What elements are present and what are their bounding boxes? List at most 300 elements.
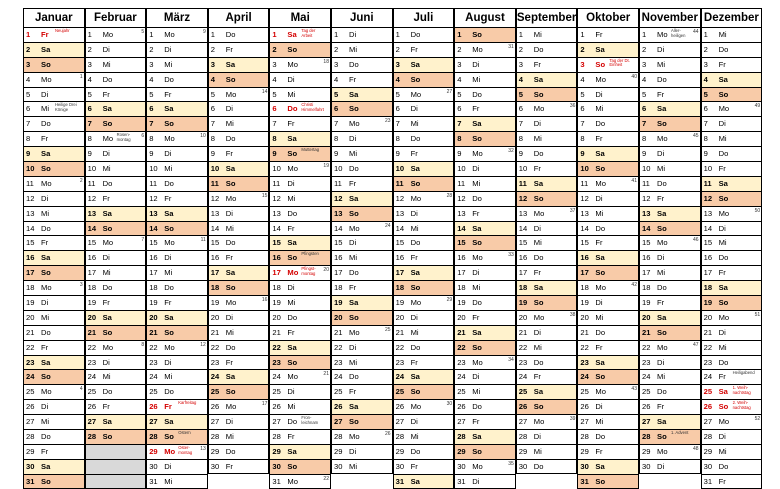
day-number: 3 — [210, 59, 216, 69]
day-number: 18 — [703, 283, 713, 293]
weekday-label: Di — [472, 164, 480, 174]
weekday-label: Do — [657, 178, 667, 188]
day-number: 5 — [580, 89, 585, 99]
weekday-label: Sa — [718, 178, 728, 188]
week-number: 49 — [754, 103, 761, 110]
weekday-label: Mo — [533, 104, 545, 114]
day-cell — [516, 27, 578, 42]
weekday-label: Sa — [287, 446, 297, 456]
weekday-label: Do — [718, 357, 729, 367]
day-cell — [269, 474, 331, 489]
day-number: 29 — [149, 446, 158, 456]
week-number: 20 — [323, 267, 329, 274]
weekday-label: Di — [533, 327, 541, 337]
weekday-label: Mo — [472, 44, 483, 54]
day-cell — [701, 399, 763, 414]
holiday-note: Pfingsten — [301, 251, 319, 257]
day-cell — [701, 414, 763, 429]
weekday-label: Sa — [287, 238, 297, 248]
day-cell — [331, 206, 393, 221]
day-cell — [701, 384, 763, 399]
day-cell — [393, 191, 455, 206]
weekday-label: Fr — [657, 298, 665, 308]
day-number: 23 — [87, 357, 97, 367]
day-number: 15 — [642, 238, 651, 248]
week-number: 14 — [261, 88, 268, 95]
weekday-label: So — [595, 59, 606, 69]
day-cell — [85, 42, 147, 57]
day-number: 26 — [703, 402, 713, 412]
day-number: 22 — [272, 342, 281, 352]
weekday-label: Do — [657, 283, 667, 293]
day-number: 24 — [395, 372, 405, 382]
day-number: 5 — [87, 89, 92, 99]
weekday-label: So — [657, 119, 667, 129]
day-cell — [393, 429, 455, 444]
day-number: 14 — [334, 223, 343, 233]
day-cell — [146, 295, 208, 310]
day-number: 17 — [518, 268, 528, 278]
day-cell — [454, 459, 516, 474]
day-cell — [701, 116, 763, 131]
holiday-note: Heiligabend — [732, 370, 755, 376]
day-number: 7 — [703, 119, 708, 129]
weekday-label: Fr — [718, 476, 726, 486]
weekday-label: Do — [533, 44, 544, 54]
day-number: 8 — [210, 134, 216, 144]
weekday-label: Sa — [595, 253, 605, 263]
weekday-label: So — [595, 268, 606, 278]
weekday-label: So — [472, 238, 482, 248]
weekday-label: So — [410, 178, 421, 188]
day-number: 15 — [457, 238, 466, 248]
weekday-label: Di — [657, 461, 665, 471]
weekday-label: Mi — [410, 119, 419, 129]
day-number: 12 — [26, 193, 35, 203]
week-number: 32 — [508, 148, 514, 155]
day-number: 22 — [703, 342, 713, 352]
day-number: 31 — [149, 476, 158, 486]
day-number: 21 — [580, 327, 589, 337]
weekday-label: So — [287, 461, 298, 471]
weekday-label: Fr — [718, 164, 726, 174]
day-cell — [23, 221, 85, 236]
day-number: 15 — [210, 238, 220, 248]
day-cell — [454, 191, 516, 206]
day-number: 29 — [580, 446, 589, 456]
day-number: 15 — [518, 238, 528, 248]
day-cell — [208, 250, 270, 265]
weekday-label: Sa — [41, 149, 51, 159]
day-number: 19 — [149, 298, 158, 308]
day-cell — [577, 265, 639, 280]
weekday-label: Mi — [41, 312, 50, 322]
weekday-label: Fr — [410, 253, 418, 263]
day-number: 6 — [210, 104, 216, 114]
weekday-label: Do — [472, 193, 482, 203]
weekday-label: Mo — [225, 298, 237, 308]
week-number: 50 — [754, 207, 761, 214]
day-number: 21 — [149, 327, 158, 337]
weekday-label: Do — [595, 327, 606, 337]
day-cell — [639, 206, 701, 221]
weekday-label: So — [657, 432, 667, 442]
weekday-label: So — [225, 178, 236, 188]
day-number: 22 — [210, 342, 220, 352]
weekday-label: Sa — [102, 208, 112, 218]
weekday-label: Do — [657, 74, 667, 84]
week-number: 44 — [693, 29, 699, 35]
day-number: 2 — [87, 44, 92, 54]
day-cell — [516, 459, 578, 474]
day-number: 4 — [210, 74, 216, 84]
day-cell — [208, 414, 270, 429]
day-cell — [146, 265, 208, 280]
day-number: 20 — [395, 312, 405, 322]
month-header: Februar — [85, 8, 147, 27]
day-cell — [23, 474, 85, 489]
week-number: 39 — [569, 416, 576, 423]
day-number: 5 — [334, 89, 339, 99]
day-cell — [269, 429, 331, 444]
week-number: 35 — [508, 460, 514, 467]
weekday-label: Fr — [41, 30, 49, 39]
day-cell — [516, 72, 578, 87]
day-cell — [577, 429, 639, 444]
day-number: 2 — [518, 44, 524, 54]
weekday-label: Mo — [410, 193, 422, 203]
day-number: 6 — [272, 104, 277, 114]
day-number: 23 — [580, 357, 589, 367]
weekday-label: Mo — [349, 432, 360, 442]
day-cell — [639, 235, 701, 250]
weekday-label: Di — [410, 312, 418, 322]
day-cell — [516, 250, 578, 265]
day-number: 13 — [518, 208, 528, 218]
day-cell — [269, 250, 331, 265]
weekday-label: Di — [472, 268, 480, 278]
day-number: 5 — [457, 89, 462, 99]
day-number: 12 — [703, 193, 713, 203]
day-number: 28 — [457, 432, 466, 442]
day-cell — [701, 42, 763, 57]
empty-day-cell — [85, 444, 147, 459]
holiday-note: Aller-heiligen — [671, 28, 686, 38]
holiday-note: 1. Advent — [671, 430, 689, 436]
weekday-label: So — [287, 44, 298, 54]
day-number: 20 — [518, 312, 528, 322]
day-number: 19 — [87, 298, 97, 308]
day-cell — [701, 250, 763, 265]
weekday-label: Mi — [410, 223, 419, 233]
weekday-label: Fr — [225, 253, 233, 263]
day-number: 28 — [149, 432, 158, 442]
day-number: 9 — [334, 149, 339, 159]
day-cell — [454, 116, 516, 131]
day-cell — [454, 429, 516, 444]
weekday-label: Sa — [349, 402, 359, 412]
weekday-label: So — [595, 372, 606, 382]
weekday-label: Di — [595, 89, 603, 99]
day-number: 27 — [149, 417, 158, 427]
weekday-label: Di — [287, 178, 295, 188]
day-cell — [577, 250, 639, 265]
day-cell — [577, 340, 639, 355]
weekday-label: Mi — [102, 268, 111, 278]
weekday-label: Mo — [287, 164, 298, 174]
weekday-label: Di — [410, 208, 418, 218]
day-cell — [331, 42, 393, 57]
day-number: 8 — [87, 134, 92, 144]
day-cell — [23, 146, 85, 161]
day-number: 28 — [642, 432, 651, 442]
weekday-label: Mo — [657, 134, 668, 144]
month-header: August — [454, 8, 516, 27]
day-cell — [516, 429, 578, 444]
day-cell — [701, 295, 763, 310]
weekday-label: Di — [472, 476, 480, 486]
day-cell — [454, 414, 516, 429]
day-cell — [208, 384, 270, 399]
day-cell — [331, 310, 393, 325]
weekday-label: Do — [410, 134, 421, 144]
day-number: 22 — [580, 342, 589, 352]
weekday-label: Sa — [102, 417, 112, 427]
day-number: 25 — [395, 387, 405, 397]
month-column — [701, 8, 763, 489]
day-cell — [454, 384, 516, 399]
day-cell — [146, 235, 208, 250]
day-number: 8 — [395, 134, 400, 144]
day-cell — [454, 355, 516, 370]
day-cell — [146, 399, 208, 414]
day-number: 9 — [642, 149, 647, 159]
day-cell — [23, 87, 85, 102]
day-cell — [146, 369, 208, 384]
day-cell — [146, 310, 208, 325]
day-number: 26 — [518, 402, 528, 412]
day-cell — [269, 206, 331, 221]
weekday-label: Do — [41, 223, 51, 233]
day-cell — [639, 369, 701, 384]
day-cell — [269, 57, 331, 72]
day-number: 5 — [642, 89, 647, 99]
day-number: 27 — [518, 417, 528, 427]
day-cell — [454, 310, 516, 325]
weekday-label: Mi — [472, 387, 481, 397]
weekday-label: So — [472, 134, 482, 144]
weekday-label: Do — [349, 59, 359, 69]
day-cell — [208, 310, 270, 325]
weekday-label: Do — [41, 119, 51, 129]
day-cell — [269, 444, 331, 459]
day-cell — [331, 235, 393, 250]
weekday-label: Fr — [472, 104, 480, 114]
day-cell — [639, 384, 701, 399]
day-number: 19 — [210, 298, 220, 308]
day-number: 3 — [334, 59, 339, 69]
day-number: 26 — [457, 402, 466, 412]
day-cell — [85, 414, 147, 429]
weekday-label: Sa — [657, 417, 667, 427]
day-number: 21 — [642, 327, 651, 337]
day-cell — [208, 131, 270, 146]
day-cell — [23, 131, 85, 146]
day-number: 18 — [518, 283, 528, 293]
day-cell — [639, 57, 701, 72]
day-cell — [393, 384, 455, 399]
day-cell — [454, 42, 516, 57]
week-number: 24 — [385, 222, 391, 229]
day-cell — [23, 310, 85, 325]
day-number: 11 — [642, 178, 650, 188]
weekday-label: Mo — [595, 74, 606, 84]
day-number: 4 — [457, 74, 462, 84]
weekday-label: So — [225, 283, 236, 293]
weekday-label: Fr — [533, 59, 541, 69]
weekday-label: Sa — [287, 134, 297, 144]
day-number: 17 — [642, 268, 651, 278]
day-cell — [85, 161, 147, 176]
week-number: 26 — [385, 431, 391, 438]
weekday-label: So — [102, 119, 113, 129]
weekday-label: Di — [349, 30, 357, 39]
day-cell — [577, 72, 639, 87]
day-number: 7 — [457, 119, 462, 129]
weekday-label: So — [349, 312, 359, 322]
day-cell — [516, 384, 578, 399]
day-cell — [146, 72, 208, 87]
weekday-label: Fr — [657, 89, 665, 99]
day-number: 21 — [395, 327, 405, 337]
day-number: 11 — [26, 178, 34, 188]
day-number: 8 — [703, 134, 708, 144]
day-number: 16 — [26, 253, 35, 263]
day-cell — [331, 161, 393, 176]
day-number: 17 — [210, 268, 220, 278]
day-number: 1 — [334, 30, 339, 39]
day-cell — [23, 384, 85, 399]
holiday-note: Muttertag — [301, 147, 320, 153]
day-cell — [331, 191, 393, 206]
weekday-label: So — [657, 327, 667, 337]
day-number: 18 — [642, 283, 651, 293]
weekday-label: Sa — [472, 223, 482, 233]
weekday-label: So — [225, 387, 236, 397]
weekday-label: Sa — [225, 59, 236, 69]
weekday-label: Sa — [41, 253, 51, 263]
day-cell — [639, 265, 701, 280]
weekday-label: Sa — [718, 74, 728, 84]
day-number: 12 — [87, 193, 97, 203]
weekday-label: Do — [349, 164, 359, 174]
day-number: 28 — [334, 432, 343, 442]
day-cell — [146, 146, 208, 161]
day-cell — [701, 101, 763, 116]
weekday-label: Fr — [349, 74, 357, 84]
day-number: 14 — [87, 223, 97, 233]
weekday-label: So — [102, 327, 113, 337]
weekday-label: Di — [225, 312, 233, 322]
weekday-label: Fr — [718, 59, 726, 69]
weekday-label: Do — [472, 89, 482, 99]
day-cell — [393, 42, 455, 57]
day-number: 23 — [210, 357, 220, 367]
weekday-label: Fr — [657, 402, 665, 412]
weekday-label: Mi — [225, 432, 234, 442]
day-number: 4 — [395, 74, 400, 84]
day-number: 3 — [395, 59, 400, 69]
weekday-label: Mi — [472, 178, 481, 188]
day-number: 20 — [580, 312, 589, 322]
weekday-label: Mi — [718, 30, 727, 39]
day-number: 25 — [210, 387, 220, 397]
weekday-label: Di — [657, 253, 665, 263]
day-number: 18 — [580, 283, 589, 293]
day-cell — [639, 444, 701, 459]
day-cell — [85, 206, 147, 221]
weekday-label: Do — [533, 461, 544, 471]
day-number: 26 — [149, 402, 158, 412]
day-cell — [23, 206, 85, 221]
day-number: 29 — [210, 446, 220, 456]
week-number: 25 — [385, 326, 391, 333]
weekday-label: Do — [472, 402, 482, 412]
week-number: 8 — [141, 341, 145, 348]
day-number: 11 — [149, 178, 158, 188]
day-number: 15 — [703, 238, 713, 248]
weekday-label: Mi — [595, 417, 604, 427]
month-column — [269, 8, 331, 489]
weekday-label: Di — [472, 372, 480, 382]
day-cell — [639, 340, 701, 355]
weekday-label: Sa — [472, 119, 482, 129]
holiday-note: Pfingst-montag — [301, 266, 316, 276]
day-number: 11 — [518, 178, 527, 188]
day-cell — [701, 161, 763, 176]
month-column — [577, 8, 639, 489]
day-cell — [331, 250, 393, 265]
weekday-label: Fr — [102, 298, 110, 308]
day-cell — [577, 474, 639, 489]
day-cell — [516, 101, 578, 116]
day-number: 14 — [518, 223, 528, 233]
weekday-label: Mo — [533, 312, 545, 322]
day-number: 11 — [334, 178, 342, 188]
day-cell — [269, 72, 331, 87]
day-cell — [269, 101, 331, 116]
day-number: 18 — [26, 283, 35, 293]
day-cell — [393, 87, 455, 102]
weekday-label: Mo — [410, 89, 422, 99]
weekday-label: Mo — [287, 476, 298, 486]
weekday-label: Mo — [657, 30, 668, 39]
day-cell — [516, 221, 578, 236]
day-cell — [639, 116, 701, 131]
day-cell — [23, 57, 85, 72]
weekday-label: Mi — [533, 30, 542, 39]
day-cell — [454, 72, 516, 87]
day-cell — [639, 399, 701, 414]
day-cell — [701, 191, 763, 206]
weekday-label: Mo — [41, 387, 52, 397]
day-number: 13 — [87, 208, 97, 218]
day-cell — [208, 295, 270, 310]
day-cell — [269, 414, 331, 429]
day-cell — [331, 459, 393, 474]
day-cell — [454, 280, 516, 295]
day-number: 5 — [395, 89, 400, 99]
